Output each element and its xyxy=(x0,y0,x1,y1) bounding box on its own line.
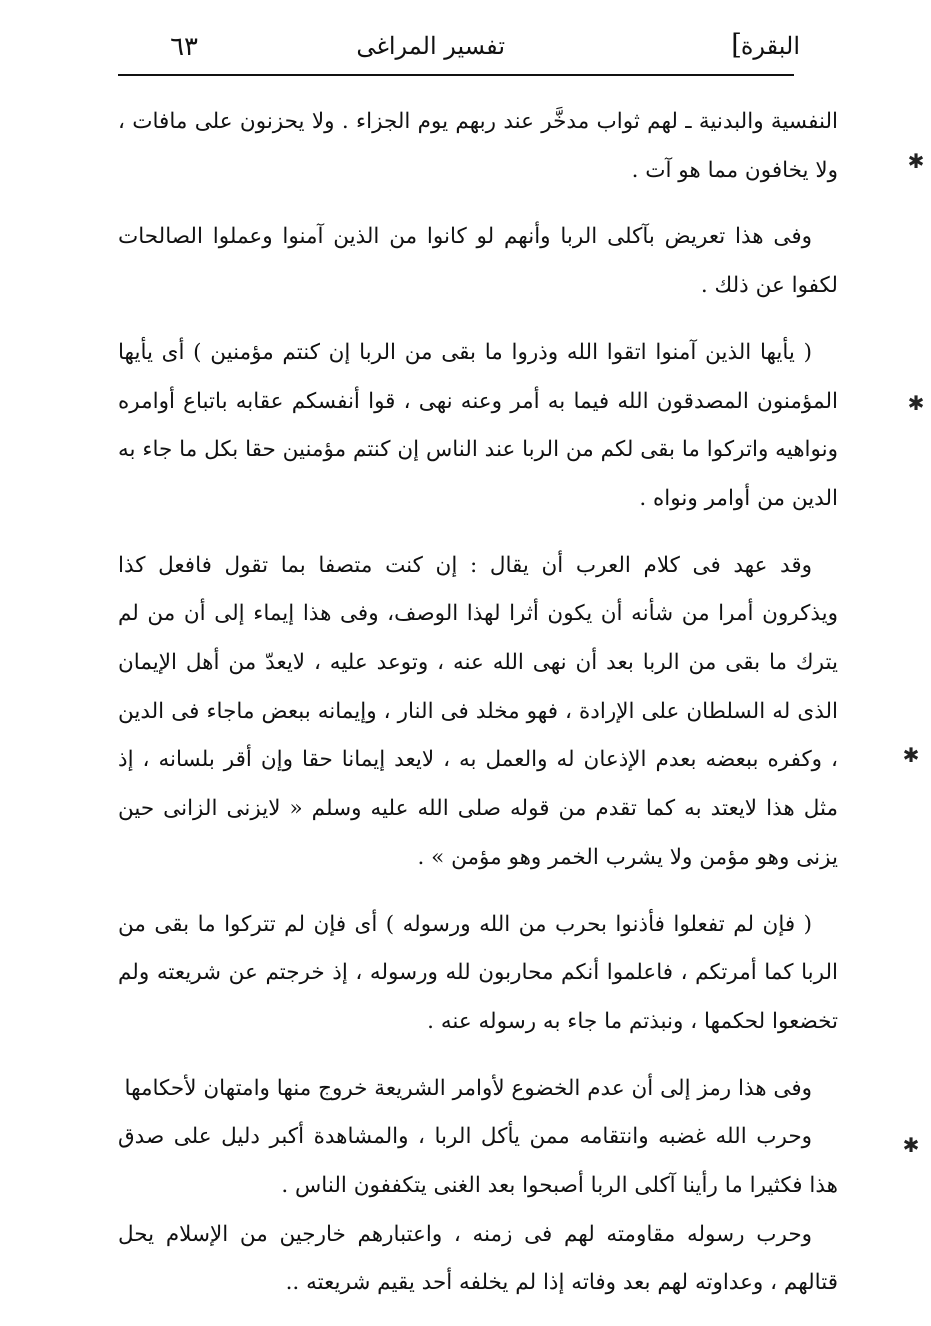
paragraph: ( فإن لم تفعلوا فأذنوا بحرب من الله ورسوله ) أى فإن لم تتركوا ما بقى من الربا كما أمرتكم ، فاعلموا أنكم محاربون لله ورسوله ، إذ خرجتم عن شريعته ولم تخضعوا لحكمها ، ونبذتم ما جاء به رسوله عنه . xyxy=(118,911,838,1034)
header-rule xyxy=(118,74,794,76)
surah-name: البقرة xyxy=(740,32,800,60)
ink-blot-icon: ✱ xyxy=(907,149,925,173)
paragraph: ( يأيها الذين آمنوا اتقوا الله وذروا ما بقى من الربا إن كنتم مؤمنين ) أى يأيها المؤمنون المصدقون الله فيما به أمر وعنه نهى ، قوا أنفسكم عقابه باتباع أوامره ونواهيه واتركوا ما بقى لكم من الربا عند الناس إن كنتم مؤمنين حقا بكل ما جاء به الدين من أوامر ونواه . xyxy=(118,339,838,511)
paragraph: وفى هذا تعريض بآكلى الربا وأنهم لو كانوا من الذين آمنوا وعملوا الصالحات لكفوا عن ذلك . xyxy=(118,224,838,299)
paragraph: وحرب الله غضبه وانتقامه ممن يأكل الربا ، والمشاهدة أكبر دليل على صدق هذا فكثيرا ما رأينا آكلى الربا أصبحوا بعد الغنى يتكففون الناس . xyxy=(118,1124,838,1199)
paragraph: وفى هذا رمز إلى أن عدم الخضوع لأوامر الشريعة خروج منها وامتهان لأحكامها xyxy=(124,1075,812,1101)
header-bracket: ] xyxy=(731,28,742,61)
ink-blot-icon: ✱ xyxy=(902,1133,920,1157)
paragraph: وحرب رسوله مقاومته لهم فى زمنه ، واعتبارهم خارجين من الإسلام يحل قتالهم ، وعداوته لهم بعد وفاته إذا لم يخلفه أحد يقيم شريعته .. xyxy=(118,1221,838,1296)
page-header xyxy=(120,26,810,74)
book-title: تفسير المراغى xyxy=(356,32,505,60)
page-number: ٦٣ xyxy=(170,32,198,62)
ink-blot-icon: ✱ xyxy=(902,743,920,767)
page-body xyxy=(118,98,838,1326)
paragraph: النفسية والبدنية ـ لهم ثواب مدخَّر عند ربهم يوم الجزاء . ولا يحزنون على مافات ، ولا يخافون مما هو آت . xyxy=(118,109,838,183)
paragraph: وقد عهد فى كلام العرب أن يقال : إن كنت متصفا بما تقول فافعل كذا ويذكرون أمرا من شأنه أن يكون أثرا لهذا الوصف، وفى هذا إيماء إلى أن من لم يترك ما بقى من الربا بعد أن نهى الله عنه ، وتوعد عليه ، لايعدّ من أهل الإيمان الذى له السلطان على الإرادة ، فهو مخلد فى النار ، وإيمانه ببعض ماجاء فى الدين ، وكفره ببعضه بعدم الإذعان له والعمل به ، لايعد إيمانا حقا وإن أقر بلسانه ، إذ مثل هذا لايعتد به كما تقدم من قوله صلى الله عليه وسلم « لايزنى الزانى حين يزنى وهو مؤمن ولا يشرب الخمر وهو مؤمن » . xyxy=(118,552,838,870)
ink-blot-icon: ✱ xyxy=(907,391,925,415)
